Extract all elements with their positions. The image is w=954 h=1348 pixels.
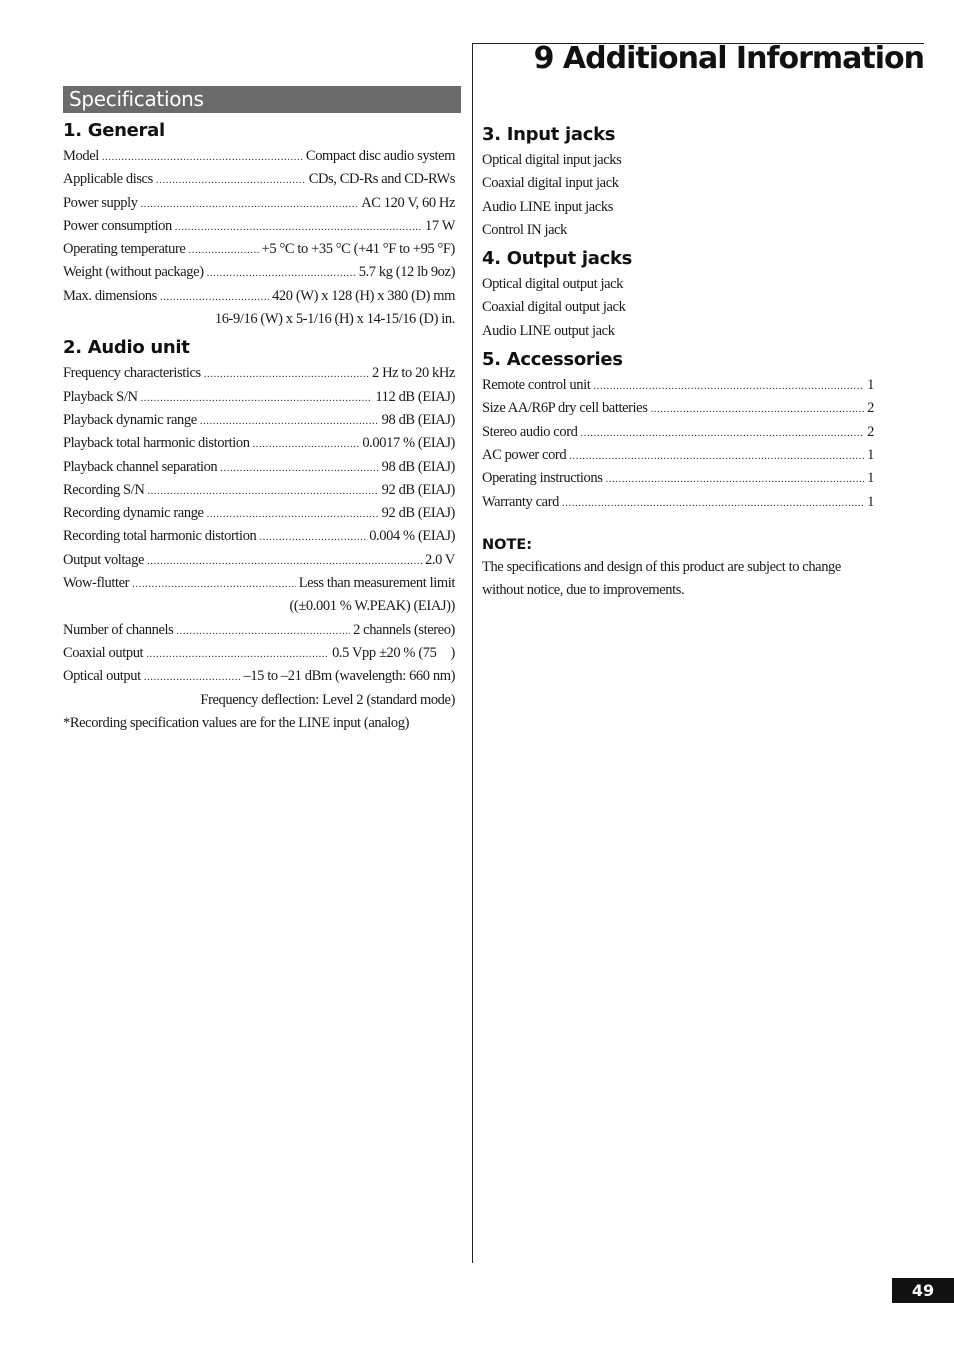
- accessory-label: Remote control unit: [482, 377, 591, 394]
- spec-row: [63, 145, 455, 168]
- spec-value: Less than measurement limit: [298, 575, 455, 592]
- accessory-row: [482, 421, 874, 444]
- accessory-label: Stereo audio cord: [482, 423, 578, 440]
- note-text-line-2: without notice, due to improvements.: [482, 582, 685, 599]
- audio-spec-list: [63, 362, 455, 735]
- accessory-label: AC power cord: [482, 446, 567, 463]
- spec-row: [63, 362, 455, 385]
- spec-row: [63, 619, 455, 642]
- section-heading-accessories: 5. Accessories: [482, 349, 623, 371]
- accessory-quantity: 2: [867, 423, 874, 440]
- dot-leader: [141, 387, 373, 410]
- note-heading: NOTE:: [482, 536, 533, 553]
- spec-row: [63, 285, 455, 308]
- spec-value: Compact disc audio system: [305, 148, 455, 164]
- spec-row: [63, 409, 455, 432]
- general-spec-list: [63, 145, 455, 331]
- spec-value: 0.0017 % (EIAJ): [362, 435, 455, 452]
- list-item: Optical digital output jack: [482, 276, 624, 293]
- list-item: Optical digital input jacks: [482, 152, 622, 168]
- dot-leader: [253, 433, 360, 456]
- list-item: Coaxial digital input jack: [482, 175, 619, 192]
- column-divider: [472, 43, 473, 1263]
- spec-value: 2.0 V: [425, 551, 455, 568]
- spec-label: Coaxial output: [63, 644, 144, 661]
- accessory-quantity: 1: [867, 470, 874, 487]
- spec-label: Playback channel separation: [63, 458, 218, 475]
- accessory-row: [482, 491, 874, 514]
- spec-value: 98 dB (EIAJ): [381, 458, 455, 475]
- spec-value: 2 Hz to 20 kHz: [372, 365, 455, 382]
- spec-value: AC 120 V, 60 Hz: [361, 194, 455, 211]
- section-heading-output-jacks: 4. Output jacks: [482, 248, 633, 270]
- section-heading-audio-unit: 2. Audio unit: [63, 337, 190, 359]
- accessory-row: [482, 467, 874, 490]
- spec-value: 420 (W) x 128 (H) x 380 (D) mm: [272, 287, 455, 304]
- accessory-row: [482, 444, 874, 467]
- spec-label: Optical output: [63, 668, 141, 685]
- dot-leader: [102, 146, 303, 169]
- spec-label: Number of channels: [63, 621, 174, 638]
- chapter-title: 9 Additional Information: [533, 41, 924, 76]
- dot-leader: [141, 193, 359, 216]
- left-column: [63, 117, 455, 735]
- dot-leader: [605, 468, 864, 491]
- dot-leader: [147, 550, 422, 573]
- dot-leader: [650, 398, 864, 421]
- accessory-quantity: 1: [867, 493, 874, 510]
- spec-label: Applicable discs: [63, 171, 153, 188]
- spec-label: Output voltage: [63, 551, 144, 568]
- spec-row: [63, 215, 455, 238]
- spec-value: 5.7 kg (12 lb 9oz): [358, 264, 455, 281]
- accessory-quantity: 1: [867, 446, 874, 463]
- spec-label: Recording S/N: [63, 481, 145, 498]
- spec-row: [63, 192, 455, 215]
- dot-leader: [175, 216, 422, 239]
- spec-value: 92 dB (EIAJ): [381, 505, 455, 522]
- spec-row: [63, 432, 455, 455]
- dot-leader: [207, 503, 379, 526]
- recording-footnote: *Recording specification values are for the LINE input (analog): [63, 714, 410, 731]
- dot-leader: [144, 666, 241, 689]
- spec-label: Playback dynamic range: [63, 411, 197, 428]
- dot-leader: [156, 169, 306, 192]
- page-number: 49: [892, 1278, 954, 1303]
- spec-label: Power consumption: [63, 217, 172, 234]
- spec-value: +5 °C to +35 °C (+41 °F to +95 °F): [261, 241, 455, 258]
- spec-label: Max. dimensions: [63, 287, 157, 304]
- accessory-label: Operating instructions: [482, 470, 603, 487]
- input-jacks-list: [482, 149, 874, 242]
- right-column: [482, 121, 874, 602]
- spec-label: Weight (without package): [63, 264, 204, 281]
- section-heading-general: 1. General: [63, 120, 165, 141]
- dot-leader: [593, 375, 864, 398]
- section-heading-input-jacks: 3. Input jacks: [482, 124, 616, 145]
- spec-label: Model: [63, 148, 99, 164]
- spec-row: [63, 479, 455, 502]
- specifications-banner: Specifications: [63, 86, 461, 113]
- spec-label: Frequency characteristics: [63, 365, 201, 382]
- list-item: Audio LINE input jacks: [482, 198, 613, 215]
- spec-row: [63, 238, 455, 261]
- dot-leader: [176, 620, 350, 643]
- dot-leader: [200, 410, 379, 433]
- spec-row: [63, 665, 455, 688]
- list-item: Control IN jack: [482, 221, 568, 238]
- frequency-deflection: Frequency deflection: Level 2 (standard mode): [200, 691, 455, 708]
- spec-row: [63, 549, 455, 572]
- spec-value: 17 W: [425, 217, 455, 234]
- spec-label: Power supply: [63, 194, 138, 211]
- wow-flutter-continuation: ((±0.001 % W.PEAK) (EIAJ)): [289, 598, 455, 615]
- spec-value: 0.5 Vpp ±20 % (75 ): [332, 644, 455, 661]
- accessory-label: Warranty card: [482, 493, 559, 510]
- spec-row: [63, 572, 455, 595]
- spec-value: 92 dB (EIAJ): [381, 481, 455, 498]
- spec-row: [63, 456, 455, 479]
- dot-leader: [207, 262, 356, 285]
- spec-value: CDs, CD-Rs and CD-RWs: [308, 171, 455, 188]
- accessory-quantity: 1: [867, 377, 874, 394]
- output-jacks-list: [482, 273, 874, 343]
- spec-row: [63, 642, 455, 665]
- spec-value: 112 dB (EIAJ): [375, 388, 455, 405]
- list-item: Audio LINE output jack: [482, 322, 615, 339]
- dot-leader: [562, 492, 864, 515]
- dot-leader: [160, 286, 269, 309]
- spec-value: 98 dB (EIAJ): [381, 411, 455, 428]
- dot-leader: [569, 445, 864, 468]
- note-text-line-1: The specifications and design of this product are subject to change: [482, 558, 841, 575]
- spec-row: [63, 168, 455, 191]
- spec-label: Playback S/N: [63, 388, 138, 405]
- accessory-row: [482, 374, 874, 397]
- dimensions-inches: 16-9/16 (W) x 5-1/16 (H) x 14-15/16 (D) in.: [214, 311, 455, 328]
- dot-leader: [188, 239, 258, 262]
- spec-value: –15 to –21 dBm (wavelength: 660 nm): [243, 668, 455, 685]
- list-item: Coaxial digital output jack: [482, 299, 626, 316]
- dot-leader: [132, 573, 296, 596]
- spec-label: Recording total harmonic distortion: [63, 528, 257, 545]
- spec-label: Wow-flutter: [63, 575, 130, 592]
- spec-label: Recording dynamic range: [63, 505, 204, 522]
- dot-leader: [259, 526, 366, 549]
- spec-row: [63, 261, 455, 284]
- spec-row: [63, 525, 455, 548]
- accessory-row: [482, 397, 874, 420]
- spec-label: Operating temperature: [63, 241, 186, 258]
- dot-leader: [204, 363, 369, 386]
- dot-leader: [220, 457, 378, 480]
- accessories-list: [482, 374, 874, 514]
- spec-value: 0.004 % (EIAJ): [369, 528, 455, 545]
- spec-label: Playback total harmonic distortion: [63, 435, 250, 452]
- accessory-label: Size AA/R6P dry cell batteries: [482, 400, 648, 417]
- dot-leader: [580, 422, 864, 445]
- spec-value: 2 channels (stereo): [353, 621, 455, 638]
- spec-row: [63, 386, 455, 409]
- spec-row: [63, 502, 455, 525]
- dot-leader: [146, 643, 329, 666]
- dot-leader: [147, 480, 378, 503]
- accessory-quantity: 2: [867, 400, 874, 417]
